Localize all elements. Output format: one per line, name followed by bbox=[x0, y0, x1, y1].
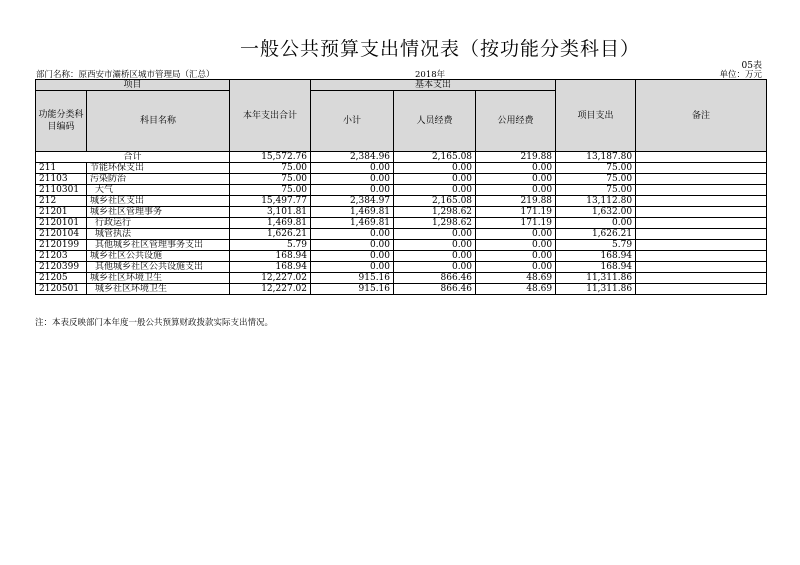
row-name: 城乡社区环境卫生 bbox=[87, 284, 230, 295]
row-total: 1,469.81 bbox=[230, 218, 311, 229]
row-subtotal: 0.00 bbox=[311, 262, 394, 273]
row-subtotal: 0.00 bbox=[311, 251, 394, 262]
row-public: 171.19 bbox=[476, 218, 556, 229]
total-remark bbox=[636, 152, 767, 163]
row-public: 0.00 bbox=[476, 185, 556, 196]
row-project-exp: 1,626.21 bbox=[556, 229, 636, 240]
row-project-exp: 1,632.00 bbox=[556, 207, 636, 218]
row-name: 其他城乡社区公共设施支出 bbox=[87, 262, 230, 273]
row-total: 75.00 bbox=[230, 185, 311, 196]
row-total: 75.00 bbox=[230, 174, 311, 185]
row-name: 城管执法 bbox=[87, 229, 230, 240]
row-remark bbox=[636, 229, 767, 240]
row-total: 75.00 bbox=[230, 163, 311, 174]
row-remark bbox=[636, 284, 767, 295]
row-remark bbox=[636, 207, 767, 218]
row-total: 168.94 bbox=[230, 262, 311, 273]
row-personnel: 0.00 bbox=[394, 229, 476, 240]
row-remark bbox=[636, 218, 767, 229]
header-basic: 基本支出 bbox=[311, 80, 556, 91]
form-number: 05表 bbox=[741, 61, 762, 71]
row-total: 1,626.21 bbox=[230, 229, 311, 240]
table-row bbox=[36, 163, 767, 174]
header-personnel: 人员经费 bbox=[394, 91, 476, 152]
row-personnel: 1,298.62 bbox=[394, 218, 476, 229]
table-row bbox=[36, 218, 767, 229]
row-public: 48.69 bbox=[476, 273, 556, 284]
table-row bbox=[36, 207, 767, 218]
row-public: 0.00 bbox=[476, 174, 556, 185]
row-personnel: 0.00 bbox=[394, 240, 476, 251]
row-personnel: 1,298.62 bbox=[394, 207, 476, 218]
header-project: 项目 bbox=[36, 80, 230, 91]
row-public: 171.19 bbox=[476, 207, 556, 218]
row-personnel: 866.46 bbox=[394, 284, 476, 295]
row-subtotal: 0.00 bbox=[311, 240, 394, 251]
row-code: 21205 bbox=[36, 273, 87, 284]
total-row bbox=[36, 152, 767, 163]
row-name: 行政运行 bbox=[87, 218, 230, 229]
table-row bbox=[36, 229, 767, 240]
row-project-exp: 11,311.86 bbox=[556, 284, 636, 295]
total-total: 15,572.76 bbox=[230, 152, 311, 163]
total-label: 合计 bbox=[36, 152, 230, 163]
row-project-exp: 168.94 bbox=[556, 262, 636, 273]
row-project-exp: 5.79 bbox=[556, 240, 636, 251]
report-year: 2018年 bbox=[415, 70, 446, 80]
row-remark bbox=[636, 273, 767, 284]
row-remark bbox=[636, 196, 767, 207]
row-subtotal: 0.00 bbox=[311, 174, 394, 185]
row-code: 2120399 bbox=[36, 262, 87, 273]
row-subtotal: 1,469.81 bbox=[311, 207, 394, 218]
row-remark bbox=[636, 240, 767, 251]
page-title: 一般公共预算支出情况表（按功能分类科目） bbox=[239, 38, 640, 60]
row-subtotal: 915.16 bbox=[311, 284, 394, 295]
row-code: 212 bbox=[36, 196, 87, 207]
row-public: 0.00 bbox=[476, 163, 556, 174]
header-total: 本年支出合计 bbox=[230, 80, 311, 152]
row-project-exp: 75.00 bbox=[556, 163, 636, 174]
table-row bbox=[36, 185, 767, 196]
header-public: 公用经费 bbox=[476, 91, 556, 152]
table-row bbox=[36, 284, 767, 295]
row-code: 2120101 bbox=[36, 218, 87, 229]
row-remark bbox=[636, 185, 767, 196]
row-code: 2110301 bbox=[36, 185, 87, 196]
row-personnel: 0.00 bbox=[394, 174, 476, 185]
row-name: 大气 bbox=[87, 185, 230, 196]
row-remark bbox=[636, 262, 767, 273]
row-remark bbox=[636, 163, 767, 174]
row-name: 城乡社区环境卫生 bbox=[87, 273, 230, 284]
row-personnel: 0.00 bbox=[394, 251, 476, 262]
row-remark bbox=[636, 174, 767, 185]
total-personnel: 2,165.08 bbox=[394, 152, 476, 163]
row-project-exp: 75.00 bbox=[556, 185, 636, 196]
row-code: 2120501 bbox=[36, 284, 87, 295]
row-code: 211 bbox=[36, 163, 87, 174]
row-name: 污染防治 bbox=[87, 174, 230, 185]
expenditure-table bbox=[35, 79, 767, 295]
row-subtotal: 2,384.97 bbox=[311, 196, 394, 207]
row-total: 12,227.02 bbox=[230, 284, 311, 295]
department-name: 部门名称：原西安市灞桥区城市管理局（汇总） bbox=[36, 70, 215, 80]
total-project-exp: 13,187.80 bbox=[556, 152, 636, 163]
table-row bbox=[36, 251, 767, 262]
row-public: 219.88 bbox=[476, 196, 556, 207]
row-project-exp: 168.94 bbox=[556, 251, 636, 262]
row-personnel: 0.00 bbox=[394, 163, 476, 174]
row-subtotal: 915.16 bbox=[311, 273, 394, 284]
header-name: 科目名称 bbox=[87, 91, 230, 152]
row-remark bbox=[636, 251, 767, 262]
total-subtotal: 2,384.96 bbox=[311, 152, 394, 163]
table-row bbox=[36, 196, 767, 207]
row-name: 其他城乡社区管理事务支出 bbox=[87, 240, 230, 251]
row-public: 0.00 bbox=[476, 240, 556, 251]
row-name: 城乡社区公共设施 bbox=[87, 251, 230, 262]
row-personnel: 866.46 bbox=[394, 273, 476, 284]
header-remark: 备注 bbox=[636, 80, 767, 152]
table-row bbox=[36, 174, 767, 185]
row-total: 12,227.02 bbox=[230, 273, 311, 284]
row-total: 5.79 bbox=[230, 240, 311, 251]
row-subtotal: 1,469.81 bbox=[311, 218, 394, 229]
row-public: 0.00 bbox=[476, 262, 556, 273]
table-row bbox=[36, 273, 767, 284]
row-project-exp: 0.00 bbox=[556, 218, 636, 229]
total-public: 219.88 bbox=[476, 152, 556, 163]
unit-label: 单位：万元 bbox=[719, 70, 762, 80]
row-public: 0.00 bbox=[476, 229, 556, 240]
row-subtotal: 0.00 bbox=[311, 229, 394, 240]
row-code: 21203 bbox=[36, 251, 87, 262]
row-name: 城乡社区支出 bbox=[87, 196, 230, 207]
row-total: 3,101.81 bbox=[230, 207, 311, 218]
row-code: 21103 bbox=[36, 174, 87, 185]
row-project-exp: 13,112.80 bbox=[556, 196, 636, 207]
row-personnel: 2,165.08 bbox=[394, 196, 476, 207]
row-code: 2120104 bbox=[36, 229, 87, 240]
row-subtotal: 0.00 bbox=[311, 185, 394, 196]
row-subtotal: 0.00 bbox=[311, 163, 394, 174]
row-personnel: 0.00 bbox=[394, 185, 476, 196]
row-total: 168.94 bbox=[230, 251, 311, 262]
row-project-exp: 75.00 bbox=[556, 174, 636, 185]
row-name: 节能环保支出 bbox=[87, 163, 230, 174]
table-note: 注：本表反映部门本年度一般公共预算财政拨款实际支出情况。 bbox=[35, 318, 274, 328]
row-total: 15,497.77 bbox=[230, 196, 311, 207]
header-subtotal: 小计 bbox=[311, 91, 394, 152]
row-code: 2120199 bbox=[36, 240, 87, 251]
row-code: 21201 bbox=[36, 207, 87, 218]
header-project-exp: 项目支出 bbox=[556, 80, 636, 152]
row-project-exp: 11,311.86 bbox=[556, 273, 636, 284]
table-row bbox=[36, 240, 767, 251]
header-code: 功能分类科目编码 bbox=[36, 91, 87, 152]
table-row bbox=[36, 262, 767, 273]
row-public: 0.00 bbox=[476, 251, 556, 262]
row-public: 48.69 bbox=[476, 284, 556, 295]
row-name: 城乡社区管理事务 bbox=[87, 207, 230, 218]
row-personnel: 0.00 bbox=[394, 262, 476, 273]
